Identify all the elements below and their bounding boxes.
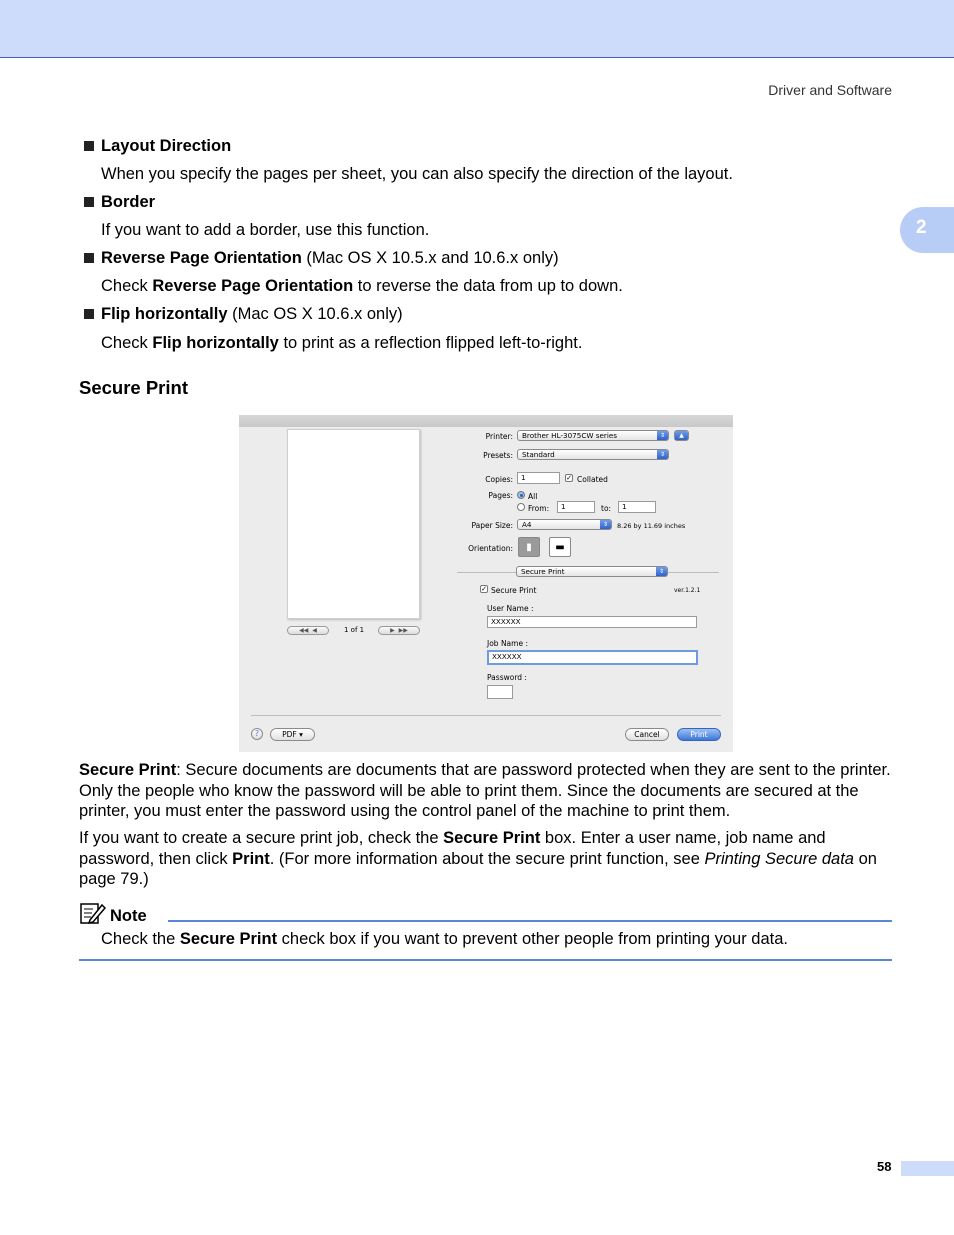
footer-divider	[251, 715, 721, 716]
pages-from-radio[interactable]	[517, 503, 525, 511]
to-field[interactable]: 1	[618, 501, 656, 513]
term-bold: Secure Print	[79, 761, 177, 779]
pages-all-radio[interactable]	[517, 491, 525, 499]
popup-arrows-icon: ⇕	[657, 431, 668, 440]
secure-print-label: Secure Print	[491, 586, 537, 595]
collapse-arrow-icon: ▲	[675, 431, 688, 440]
expand-button[interactable]	[674, 430, 689, 441]
help-button[interactable]: ?	[251, 728, 263, 740]
bullet-square-icon	[84, 141, 94, 151]
password-field[interactable]	[487, 685, 513, 699]
copies-label: Copies:	[485, 475, 513, 484]
bold-text: Print	[232, 849, 270, 868]
section-title: Secure Print	[79, 377, 188, 398]
presets-label: Presets:	[483, 451, 513, 460]
job-name-field[interactable]: XXXXXX	[487, 650, 698, 665]
user-name-label: User Name :	[487, 604, 534, 613]
collated-checkbox[interactable]: ✓	[566, 474, 572, 482]
password-label: Password :	[487, 673, 527, 682]
cross-reference-link[interactable]: Printing Secure data	[704, 849, 854, 868]
printer-select[interactable]	[517, 430, 669, 441]
bullet-flip-horizontally	[84, 305, 403, 324]
bullet-suffix: (Mac OS X 10.5.x and 10.6.x only)	[301, 249, 559, 267]
prev-page-button[interactable]: ◀◀ ◀	[287, 626, 329, 635]
bullet-desc: When you specify the pages per sheet, you can also specify the direction of the layout.	[101, 165, 733, 183]
presets-value: Standard	[522, 450, 555, 459]
desc-post: to reverse the data from up to down.	[353, 277, 623, 295]
pages-label: Pages:	[488, 491, 513, 500]
desc-pre: Check	[101, 334, 153, 352]
collated-label: Collated	[577, 475, 608, 484]
paper-size-value: A4	[522, 520, 532, 529]
portrait-orientation-icon[interactable]: ▮	[518, 537, 540, 557]
landscape-orientation-icon[interactable]: ▬	[549, 537, 571, 557]
header-band	[0, 0, 954, 58]
bullet-border	[84, 193, 155, 212]
bullet-reverse-page-orientation	[84, 249, 559, 268]
desc-post: to print as a reflection flipped left-to-right.	[278, 334, 583, 352]
page-number: 58	[877, 1159, 892, 1174]
paper-dimensions: 8.26 by 11.69 inches	[617, 522, 686, 530]
dialog-toolbar	[239, 415, 733, 427]
text: on page 79.)	[79, 849, 877, 888]
note-text	[101, 930, 788, 949]
printer-value: Brother HL-3075CW series	[522, 431, 618, 440]
printer-label: Printer:	[485, 432, 513, 441]
paper-size-label: Paper Size:	[471, 521, 513, 530]
next-page-button[interactable]: ▶ ▶▶	[378, 626, 420, 635]
bold-text: Secure Print	[443, 829, 541, 847]
bullet-desc	[101, 334, 582, 353]
popup-arrows-icon: ⇕	[656, 567, 667, 576]
print-preview	[287, 429, 420, 619]
popup-arrows-icon: ⇕	[657, 450, 668, 459]
pages-from-label: From:	[528, 504, 550, 513]
running-header: Driver and Software	[768, 82, 892, 98]
presets-select[interactable]	[517, 449, 669, 460]
job-name-label: Job Name :	[487, 639, 528, 648]
print-button[interactable]: Print	[677, 728, 721, 741]
to-label: to:	[601, 504, 612, 513]
print-dialog	[239, 415, 733, 752]
bullet-square-icon	[84, 197, 94, 207]
text: Check the	[101, 930, 180, 948]
bullet-layout-direction	[84, 137, 231, 156]
bullet-square-icon	[84, 309, 94, 319]
bullet-title: Reverse Page Orientation	[101, 249, 302, 267]
page-count: 1 of 1	[344, 626, 365, 634]
bullet-title: Layout Direction	[101, 137, 232, 155]
chapter-tab	[900, 207, 954, 253]
text: If you want to create a secure print job, check the	[79, 829, 444, 847]
from-field[interactable]: 1	[557, 501, 595, 513]
orientation-label: Orientation:	[468, 544, 513, 553]
bold-text: Secure Print	[179, 930, 278, 948]
paragraph-secure-print	[79, 760, 894, 822]
note-rule-bottom	[79, 959, 892, 961]
bullet-title: Border	[101, 193, 156, 211]
text: box. Enter a user name, job name and password, then click	[79, 829, 826, 868]
desc-bold: Reverse Page Orientation	[152, 277, 354, 295]
chapter-number: 2	[916, 217, 927, 238]
pages-all-label: All	[528, 492, 538, 501]
text: check box if you want to prevent other people from printing your data.	[277, 930, 788, 948]
bullet-suffix: (Mac OS X 10.6.x only)	[227, 305, 403, 323]
pdf-button[interactable]: PDF ▾	[270, 728, 315, 741]
desc-bold: Flip horizontally	[152, 334, 279, 352]
paragraph-instructions	[79, 828, 894, 890]
footer-bar	[901, 1161, 954, 1176]
bullet-desc	[101, 277, 623, 296]
secure-print-checkbox[interactable]: ✓	[481, 585, 487, 593]
bullet-square-icon	[84, 253, 94, 263]
paper-size-select[interactable]	[517, 519, 612, 530]
note-pencil-icon	[80, 901, 106, 925]
text: . (For more information about the secure print function, see	[269, 849, 705, 868]
copies-field[interactable]: 1	[517, 472, 560, 484]
version-label: ver.1.2.1	[674, 587, 701, 594]
bullet-title: Flip horizontally	[101, 305, 228, 323]
popup-arrows-icon: ⇕	[600, 520, 611, 529]
desc-pre: Check	[101, 277, 153, 295]
note-label: Note	[110, 907, 147, 925]
panel-select[interactable]	[516, 566, 668, 577]
paragraph-text: : Secure documents are documents that are password protected when they are sent to the printer. Only the people who know the password will be able to print them. Since the documents are secured at the printer, you must enter the password using the control panel of the machine to print them.	[79, 761, 891, 820]
user-name-field[interactable]: XXXXXX	[487, 616, 697, 628]
panel-value: Secure Print	[521, 567, 565, 576]
cancel-button[interactable]: Cancel	[625, 728, 669, 741]
bullet-desc: If you want to add a border, use this function.	[101, 221, 430, 239]
note-rule-top	[168, 920, 892, 922]
